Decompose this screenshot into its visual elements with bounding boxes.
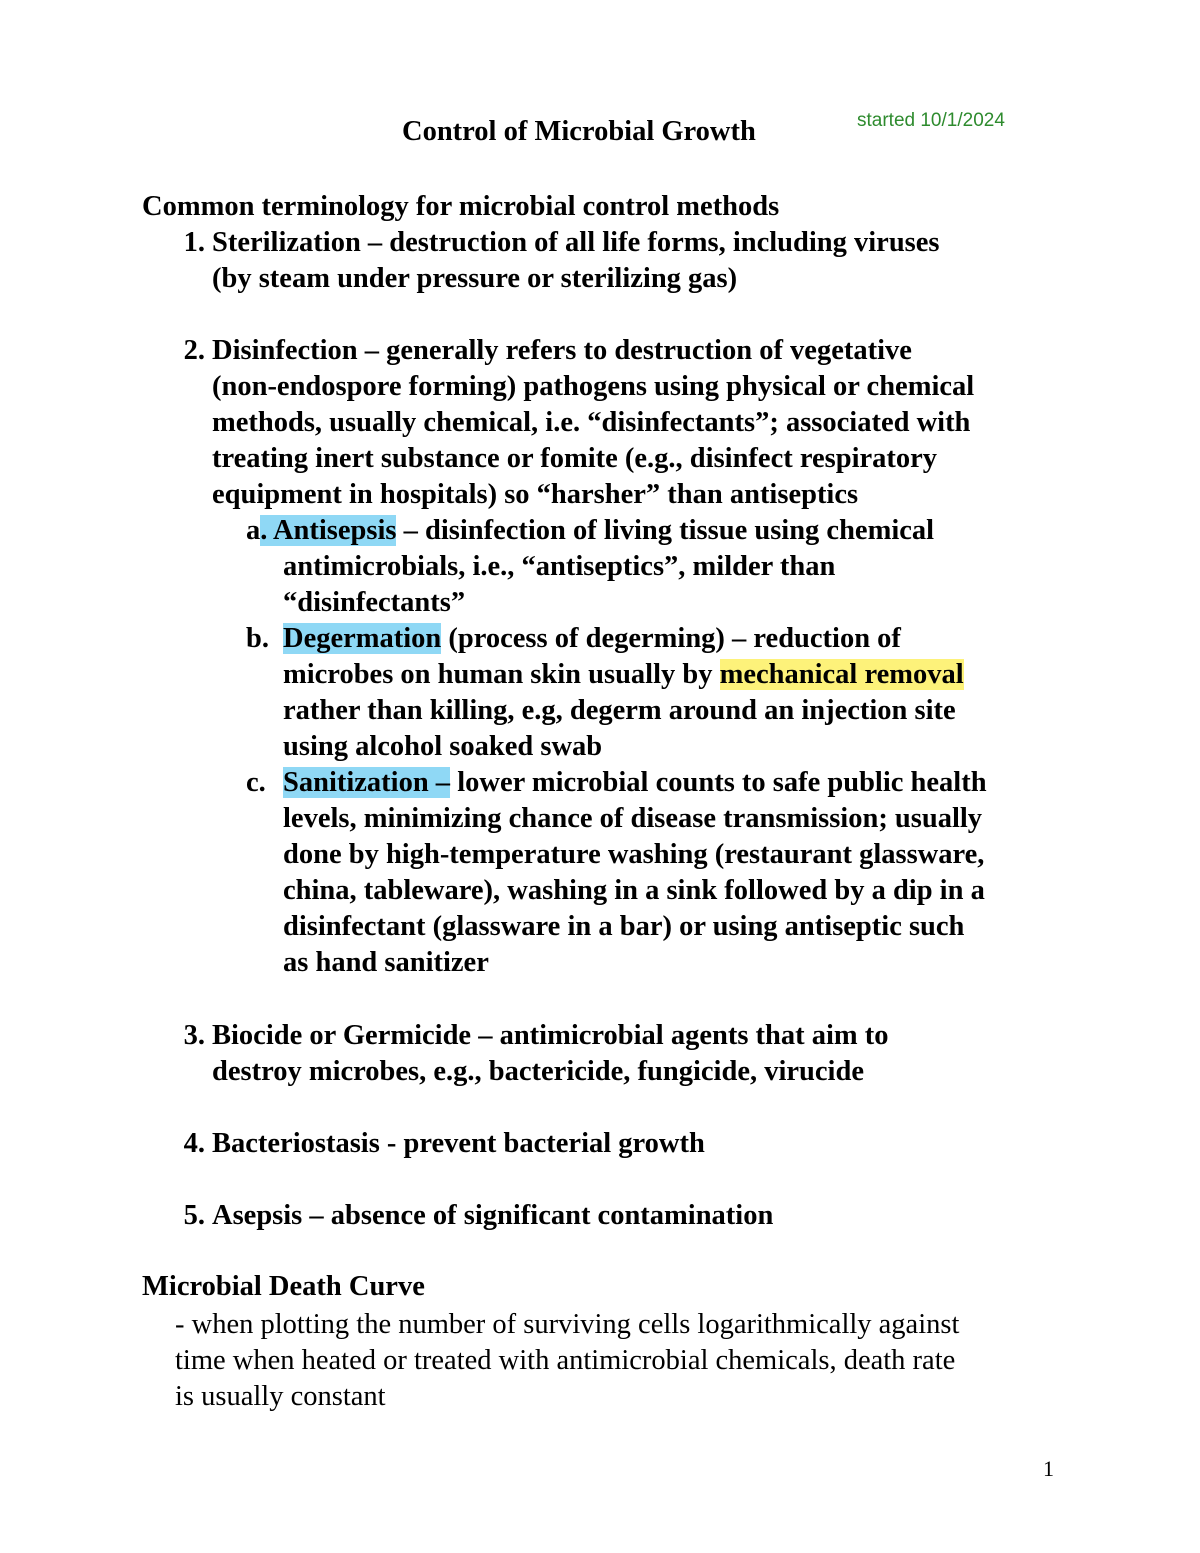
subitem-c-line-5: disinfectant (glassware in a bar) or using antiseptic such — [283, 911, 965, 942]
section-heading-terminology: Common terminology for microbial control methods — [142, 191, 780, 222]
death-curve-line-3: is usually constant — [175, 1381, 386, 1412]
subitem-c-line-2: levels, minimizing chance of disease transmission; usually — [283, 803, 983, 834]
subitem-a-period: . — [260, 515, 268, 546]
subitem-a-line-3: “disinfectants” — [283, 587, 466, 618]
item-2-number: 2. — [183, 335, 205, 366]
subitem-a-rest: – disinfection of living tissue using chemical — [396, 515, 935, 546]
antisepsis-highlighted-term — [260, 515, 396, 546]
subitem-b-line-3: rather than killing, e.g, degerm around an injection site — [283, 695, 956, 726]
subitem-c-line-4: china, tableware), washing in a sink followed by a dip in a — [283, 875, 985, 906]
item-4-number: 4. — [183, 1128, 205, 1159]
item-4-line-1: Bacteriostasis - prevent bacterial growth — [212, 1128, 705, 1159]
sanitization-term: Sanitization – — [283, 767, 451, 798]
item-3-line-1: Biocide or Germicide – antimicrobial agents that aim to — [212, 1020, 889, 1051]
subitem-b-letter: b. — [246, 623, 269, 654]
subitem-c-rest: lower microbial counts to safe public health — [450, 767, 987, 798]
section-heading-death-curve: Microbial Death Curve — [142, 1271, 425, 1302]
item-1-number: 1. — [183, 227, 205, 258]
item-2-line-2: (non-endospore forming) pathogens using physical or chemical — [212, 371, 975, 402]
subitem-b-line-2 — [283, 657, 964, 693]
subitem-b-line-1 — [283, 621, 901, 657]
item-3-line-2: destroy microbes, e.g., bactericide, fungicide, virucide — [212, 1056, 864, 1087]
item-1-line-1: Sterilization – destruction of all life forms, including viruses — [212, 227, 940, 258]
item-5-number: 5. — [183, 1200, 205, 1231]
mechanical-removal-highlight: mechanical removal — [719, 659, 964, 690]
item-2-line-1: Disinfection – generally refers to destruction of vegetative — [212, 335, 912, 366]
subitem-c-line-3: done by high-temperature washing (restaurant glassware, — [283, 839, 985, 870]
subitem-c-line-6: as hand sanitizer — [283, 947, 489, 978]
page-title: Control of Microbial Growth — [402, 116, 756, 147]
item-3-number: 3. — [183, 1020, 205, 1051]
subitem-b-line-2-text: microbes on human skin usually by — [283, 659, 720, 690]
degermation-term: Degermation — [283, 623, 442, 654]
subitem-b-line-4: using alcohol soaked swab — [283, 731, 603, 762]
death-curve-line-2: time when heated or treated with antimicrobial chemicals, death rate — [175, 1345, 956, 1376]
started-date-annotation: started 10/1/2024 — [857, 110, 1005, 131]
subitem-a-line-1 — [246, 513, 934, 549]
death-curve-line-1: - when plotting the number of surviving cells logarithmically against — [175, 1309, 960, 1340]
page-number: 1 — [1043, 1456, 1054, 1481]
item-1-line-2: (by steam under pressure or sterilizing gas) — [212, 263, 738, 294]
item-2-line-3: methods, usually chemical, i.e. “disinfectants”; associated with — [212, 407, 971, 438]
subitem-a-line-2: antimicrobials, i.e., “antiseptics”, milder than — [283, 551, 836, 582]
item-5-line-1: Asepsis – absence of significant contamination — [212, 1200, 774, 1231]
item-2-line-4: treating inert substance or fomite (e.g., disinfect respiratory — [212, 443, 938, 474]
subitem-c-line-1 — [283, 765, 987, 801]
subitem-a-letter: a — [246, 515, 261, 546]
antisepsis-term: Antisepsis — [272, 515, 397, 546]
item-2-line-5: equipment in hospitals) so “harsher” than antiseptics — [212, 479, 859, 510]
subitem-c-letter: c. — [246, 767, 266, 798]
subitem-b-rest: (process of degerming) – reduction of — [441, 623, 901, 654]
